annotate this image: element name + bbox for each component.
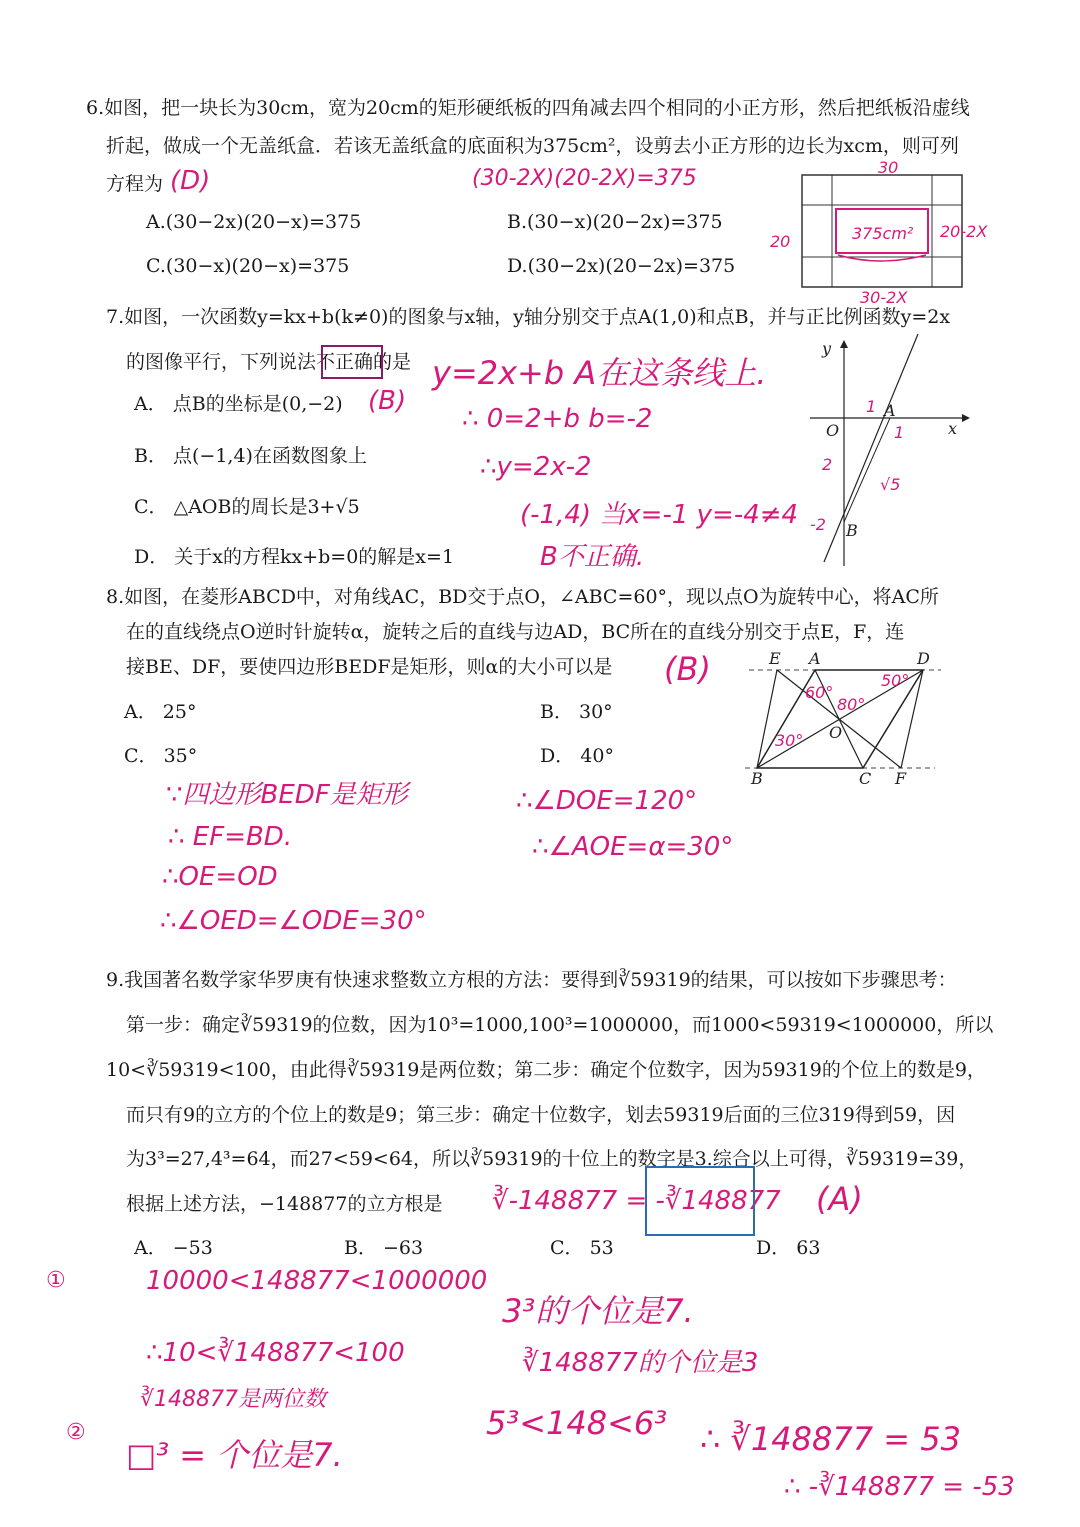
q8-hw-angle-50: 50° (881, 671, 910, 690)
q8-hw-angle-30: 30° (775, 731, 804, 750)
q8-hw-answer: (B) (664, 650, 711, 688)
q6-hw-right-label: 20-2X (940, 222, 988, 241)
q9-hw-right1: 3³的个位是7. (502, 1292, 694, 1330)
q9-hw-right3: 5³<148<6³ (486, 1404, 668, 1442)
q7-hw-graph-m2: -2 (810, 515, 826, 534)
q8-line1: 8.如图，在菱形ABCD中，对角线AC，BD交于点O，∠ABC=60°，现以点O为旋转中心，将AC所 (106, 586, 939, 608)
q7-graph-b-label: B (846, 521, 858, 540)
q7-option-b: B． 点(−1,4)在函数图象上 (134, 445, 367, 467)
q6-line1: 6.如图，把一块长为30cm，宽为20cm的矩形硬纸板的四角减去四个相同的小正方形，然后把纸板沿虚线 (86, 97, 970, 119)
q9-option-c: C． 53 (550, 1237, 614, 1259)
q7-graph-a-label: A (884, 401, 896, 420)
q9-line3: 10<∛59319<100，由此得∛59319是两位数；第二步：确定个位数字，因为59319的个位上的数是9， (106, 1059, 986, 1081)
q9-hw-step1-marker: ① (46, 1268, 66, 1293)
q7-graph-x-label: x (948, 419, 958, 438)
q9-hw-line1: 10000<148877<1000000 (146, 1266, 488, 1296)
q8-label-o: O (829, 723, 843, 742)
q8-hw-right2: ∴∠AOE=α=30° (532, 832, 734, 862)
q6-option-d: D.(30−2x)(20−2x)=375 (507, 255, 736, 277)
q8-hw-line2: ∴ EF=BD. (168, 822, 293, 852)
q6-option-b: B.(30−x)(20−2x)=375 (507, 211, 723, 233)
q7-hw-graph-r5: √5 (880, 475, 901, 494)
q6-line2: 折起，做成一个无盖纸盒．若该无盖纸盒的底面积为375cm²，设剪去小正方形的边长为xcm，则可列 (106, 135, 959, 157)
q8-hw-line3: ∴OE=OD (162, 862, 278, 892)
q7-hw-line1: y=2x+b A在这条线上. (432, 354, 767, 392)
q9-hw-right4: ∴ ∛148877 = 53 (700, 1420, 961, 1458)
q8-hw-line1: ∵四边形BEDF是矩形 (166, 780, 408, 810)
q7-graph-diagram (790, 330, 980, 570)
q6-hw-center-label: 375cm² (852, 224, 914, 243)
q8-hw-line4: ∴∠OED=∠ODE=30° (160, 906, 427, 936)
q9-line5: 为3³=27,4³=64，而27<59<64，所以∛59319的十位上的数字是3.综合以上可得，∛59319=39， (126, 1148, 978, 1170)
q7-hw-graph-1a: 1 (866, 397, 877, 416)
q9-hw-right5: ∴ -∛148877 = -53 (784, 1472, 1015, 1502)
q8-label-b: B (751, 769, 763, 788)
q6-hw-top-label: 30 (878, 158, 899, 177)
q7-graph-y-label: y (822, 339, 832, 358)
q7-hw-line5: B不正确. (540, 542, 645, 572)
q9-line2: 第一步：确定∛59319的位数，因为10³=1000,100³=1000000，而1000<59319<1000000，所以 (126, 1014, 994, 1036)
q9-hw-line4: □³ = 个位是7. (126, 1436, 343, 1474)
q6-cardboard-diagram (770, 155, 1030, 305)
q8-hw-right1: ∴∠DOE=120° (516, 786, 698, 816)
q7-graph-o-label: O (826, 421, 840, 440)
q8-hw-angle-60: 60° (805, 683, 834, 702)
q6-option-c: C.(30−x)(20−x)=375 (146, 255, 350, 277)
q7-hw-graph-2: 2 (822, 455, 833, 474)
q6-hw-left-label: 20 (770, 232, 791, 251)
q8-label-e: E (769, 649, 781, 668)
q8-line2: 在的直线绕点O逆时针旋转α，旋转之后的直线与边AD，BC所在的直线分别交于点E，F，连 (126, 621, 905, 643)
q9-option-a: A． −53 (134, 1237, 213, 1259)
q9-line4: 而只有9的立方的个位上的数是9；第三步：确定十位数字，划去59319后面的三位319得到59，因 (126, 1104, 956, 1126)
q7-hw-line3: ∴y=2x-2 (480, 452, 592, 482)
q9-hw-eq: ∛-148877 = -∛148877 (492, 1186, 781, 1216)
q9-line1: 9.我国著名数学家华罗庚有快速求整数立方根的方法：要得到∛59319的结果，可以按如下步骤思考： (106, 969, 957, 991)
q8-label-d: D (917, 649, 930, 668)
q7-hw-line4: (-1,4) 当x=-1 y=-4≠4 (520, 500, 799, 530)
q7-hw-line2: ∴ 0=2+b b=-2 (462, 404, 653, 434)
q6-line3: 方程为 (106, 173, 164, 195)
q8-rhombus-diagram (745, 648, 945, 788)
q8-hw-angle-80: 80° (837, 695, 866, 714)
q9-highlight-box (645, 1166, 755, 1236)
q9-line6: 根据上述方法，−148877的立方根是 (126, 1193, 443, 1215)
q7-hw-answer: (B) (368, 386, 407, 416)
q7-option-c: C． △AOB的周长是3+√5 (134, 496, 360, 518)
q8-label-c: C (859, 769, 872, 788)
q9-hw-answer: (A) (816, 1180, 863, 1218)
q8-option-b: B． 30° (540, 701, 613, 723)
q9-hw-right2: ∛148877的个位是3 (522, 1348, 759, 1378)
q7-highlight-box (321, 345, 383, 379)
q7-option-d: D． 关于x的方程kx+b=0的解是x=1 (134, 546, 455, 568)
q8-option-d: D． 40° (540, 745, 614, 767)
q7-option-a: A． 点B的坐标是(0,−2) (134, 393, 343, 415)
q8-label-a: A (809, 649, 821, 668)
q8-option-a: A． 25° (124, 701, 197, 723)
q8-line3: 接BE、DF，要使四边形BEDF是矩形，则α的大小可以是 (126, 656, 613, 678)
q9-hw-step2-marker: ② (66, 1420, 86, 1445)
q6-hw-equation: (30-2X)(20-2X)=375 (472, 166, 697, 191)
q8-label-f: F (895, 769, 907, 788)
q7-line2: 的图像平行，下列说法不正确的是 (126, 351, 412, 373)
q6-option-a: A.(30−2x)(20−x)=375 (146, 211, 362, 233)
q7-line1: 7.如图，一次函数y=kx+b(k≠0)的图象与x轴，y轴分别交于点A(1,0)和点B，并与正比例函数y=2x (106, 306, 951, 328)
q6-hw-answer: (D) (170, 166, 211, 196)
q9-option-b: B． −63 (344, 1237, 424, 1259)
q8-option-c: C． 35° (124, 745, 198, 767)
q7-hw-graph-1b: 1 (894, 423, 905, 442)
q9-hw-line2: ∴10<∛148877<100 (146, 1338, 405, 1368)
q9-option-d: D． 63 (756, 1237, 821, 1259)
q9-hw-line3: ∛148877是两位数 (140, 1387, 327, 1412)
q6-hw-bottom-label: 30-2X (860, 288, 908, 307)
